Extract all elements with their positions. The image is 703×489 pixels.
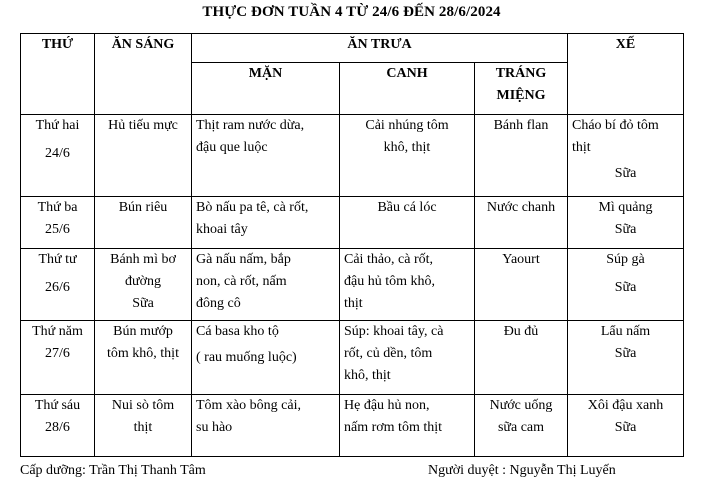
snack-milk: Sữa bbox=[614, 222, 637, 237]
day-date: 28/6 bbox=[45, 420, 70, 435]
dessert-cell bbox=[475, 197, 568, 249]
menu-title: THỰC ĐƠN TUẦN 4 TỪ 24/6 ĐẾN 28/6/2024 bbox=[202, 4, 501, 20]
breakfast-cell bbox=[95, 395, 192, 457]
header-man: MẶN bbox=[192, 63, 340, 115]
snack-line: Mì quảng bbox=[598, 200, 653, 215]
main-dish-line: Tôm xào bông cải, bbox=[196, 398, 301, 413]
main-dish-cell bbox=[192, 321, 340, 395]
breakfast-cell bbox=[95, 321, 192, 395]
breakfast-line: đường bbox=[125, 274, 161, 289]
dessert-line: Nước uống bbox=[489, 398, 553, 413]
dessert-line: Yaourt bbox=[502, 252, 540, 267]
day-cell bbox=[21, 395, 95, 457]
day-date: 25/6 bbox=[45, 222, 70, 237]
table-row bbox=[21, 115, 684, 197]
soup-line: Cải nhúng tôm bbox=[365, 118, 449, 133]
dessert-cell bbox=[475, 395, 568, 457]
breakfast-line: thịt bbox=[133, 420, 153, 435]
main-dish-line: đông cô bbox=[196, 296, 241, 311]
soup-line: thịt bbox=[344, 296, 363, 311]
dessert-cell bbox=[475, 321, 568, 395]
snack-cell bbox=[568, 395, 684, 457]
day-date: 24/6 bbox=[45, 146, 70, 161]
dessert-cell bbox=[475, 249, 568, 321]
soup-cell bbox=[340, 249, 475, 321]
soup-line: nấm rơm tôm thịt bbox=[344, 420, 443, 435]
day-name: Thứ năm bbox=[32, 324, 83, 339]
main-dish-side: ( rau muống luộc) bbox=[196, 350, 297, 365]
soup-line: khô, thịt bbox=[383, 140, 431, 155]
day-cell bbox=[21, 115, 95, 197]
dessert-line: Đu đủ bbox=[503, 324, 539, 339]
dessert-line: Bánh flan bbox=[493, 118, 549, 133]
day-cell bbox=[21, 249, 95, 321]
soup-line: rốt, củ dền, tôm bbox=[344, 346, 433, 361]
main-dish-line: Cá basa kho tộ bbox=[196, 324, 279, 339]
breakfast-cell bbox=[95, 249, 192, 321]
main-dish-line: non, cà rốt, nấm bbox=[196, 274, 287, 289]
soup-line: Hẹ đậu hủ non, bbox=[344, 398, 430, 413]
main-dish-line: su hào bbox=[196, 420, 233, 435]
snack-line: Cháo bí đỏ tôm bbox=[572, 118, 659, 133]
snack-line: Lẩu nấm bbox=[600, 324, 651, 339]
header-canh: CANH bbox=[340, 63, 475, 115]
soup-line: Cải thảo, cà rốt, bbox=[344, 252, 434, 267]
main-dish-line: Gà nấu nấm, bắp bbox=[196, 252, 291, 267]
dessert-line: sữa cam bbox=[497, 420, 545, 435]
header-xe: XẾ bbox=[568, 34, 684, 115]
breakfast-line: Nui sò tôm bbox=[111, 398, 175, 413]
main-dish-cell bbox=[192, 395, 340, 457]
breakfast-line: Bún riêu bbox=[118, 200, 168, 215]
main-dish-line: đậu que luộc bbox=[196, 140, 268, 155]
snack-cell bbox=[568, 249, 684, 321]
breakfast-line: Bún mướp bbox=[113, 324, 173, 339]
dessert-line: Nước chanh bbox=[486, 200, 556, 215]
breakfast-line: Bánh mì bơ bbox=[110, 252, 176, 267]
main-dish-cell bbox=[192, 197, 340, 249]
day-cell bbox=[21, 321, 95, 395]
table-row bbox=[21, 321, 684, 395]
header-thu: THỨ bbox=[21, 34, 95, 115]
snack-milk: Sữa bbox=[614, 166, 637, 181]
breakfast-cell bbox=[95, 197, 192, 249]
weekly-menu-table bbox=[20, 33, 684, 457]
snack-milk: Sữa bbox=[614, 420, 637, 435]
main-dish-line: khoai tây bbox=[196, 222, 248, 237]
main-dish-line: Bò nấu pa tê, cà rốt, bbox=[196, 200, 309, 215]
breakfast-line: Hủ tiếu mực bbox=[108, 118, 178, 133]
dessert-cell bbox=[475, 115, 568, 197]
snack-line: Xôi đậu xanh bbox=[587, 398, 664, 413]
header-an-sang: ĂN SÁNG bbox=[95, 34, 192, 115]
main-dish-cell bbox=[192, 249, 340, 321]
header-trang-mieng-line-1: TRÁNG bbox=[495, 66, 547, 81]
day-cell bbox=[21, 197, 95, 249]
day-date: 26/6 bbox=[45, 280, 70, 295]
soup-cell bbox=[340, 115, 475, 197]
table-row bbox=[21, 249, 684, 321]
approver-signature: Người duyệt : Nguyễn Thị Luyến bbox=[428, 463, 616, 478]
soup-cell bbox=[340, 321, 475, 395]
soup-line: Súp: khoai tây, cà bbox=[344, 324, 444, 339]
header-trang-mieng bbox=[475, 63, 568, 115]
cook-signature: Cấp dưỡng: Trần Thị Thanh Tâm bbox=[20, 463, 206, 478]
snack-cell bbox=[568, 115, 684, 197]
header-an-trua: ĂN TRƯA bbox=[192, 34, 568, 63]
breakfast-cell bbox=[95, 115, 192, 197]
snack-cell bbox=[568, 321, 684, 395]
day-name: Thứ sáu bbox=[34, 398, 81, 413]
soup-cell bbox=[340, 395, 475, 457]
table-row bbox=[21, 395, 684, 457]
snack-cell bbox=[568, 197, 684, 249]
soup-line: Bầu cá lóc bbox=[377, 200, 437, 215]
day-name: Thứ hai bbox=[35, 118, 80, 133]
header-row-1 bbox=[21, 34, 684, 63]
main-dish-line: Thịt ram nước dừa, bbox=[196, 118, 305, 133]
header-trang-mieng-line-2: MIỆNG bbox=[496, 88, 546, 103]
snack-milk: Sữa bbox=[614, 280, 637, 295]
table-row bbox=[21, 197, 684, 249]
breakfast-milk: Sữa bbox=[132, 296, 154, 311]
snack-line: Súp gà bbox=[606, 252, 645, 267]
main-dish-cell bbox=[192, 115, 340, 197]
day-name: Thứ ba bbox=[37, 200, 78, 215]
breakfast-line: tôm khô, thịt bbox=[107, 346, 179, 361]
soup-cell bbox=[340, 197, 475, 249]
snack-line: thịt bbox=[572, 140, 591, 155]
soup-line: khô, thịt bbox=[344, 368, 391, 383]
day-name: Thứ tư bbox=[38, 252, 77, 267]
soup-line: đậu hủ tôm khô, bbox=[344, 274, 435, 289]
day-date: 27/6 bbox=[45, 346, 70, 361]
snack-milk: Sữa bbox=[614, 346, 637, 361]
